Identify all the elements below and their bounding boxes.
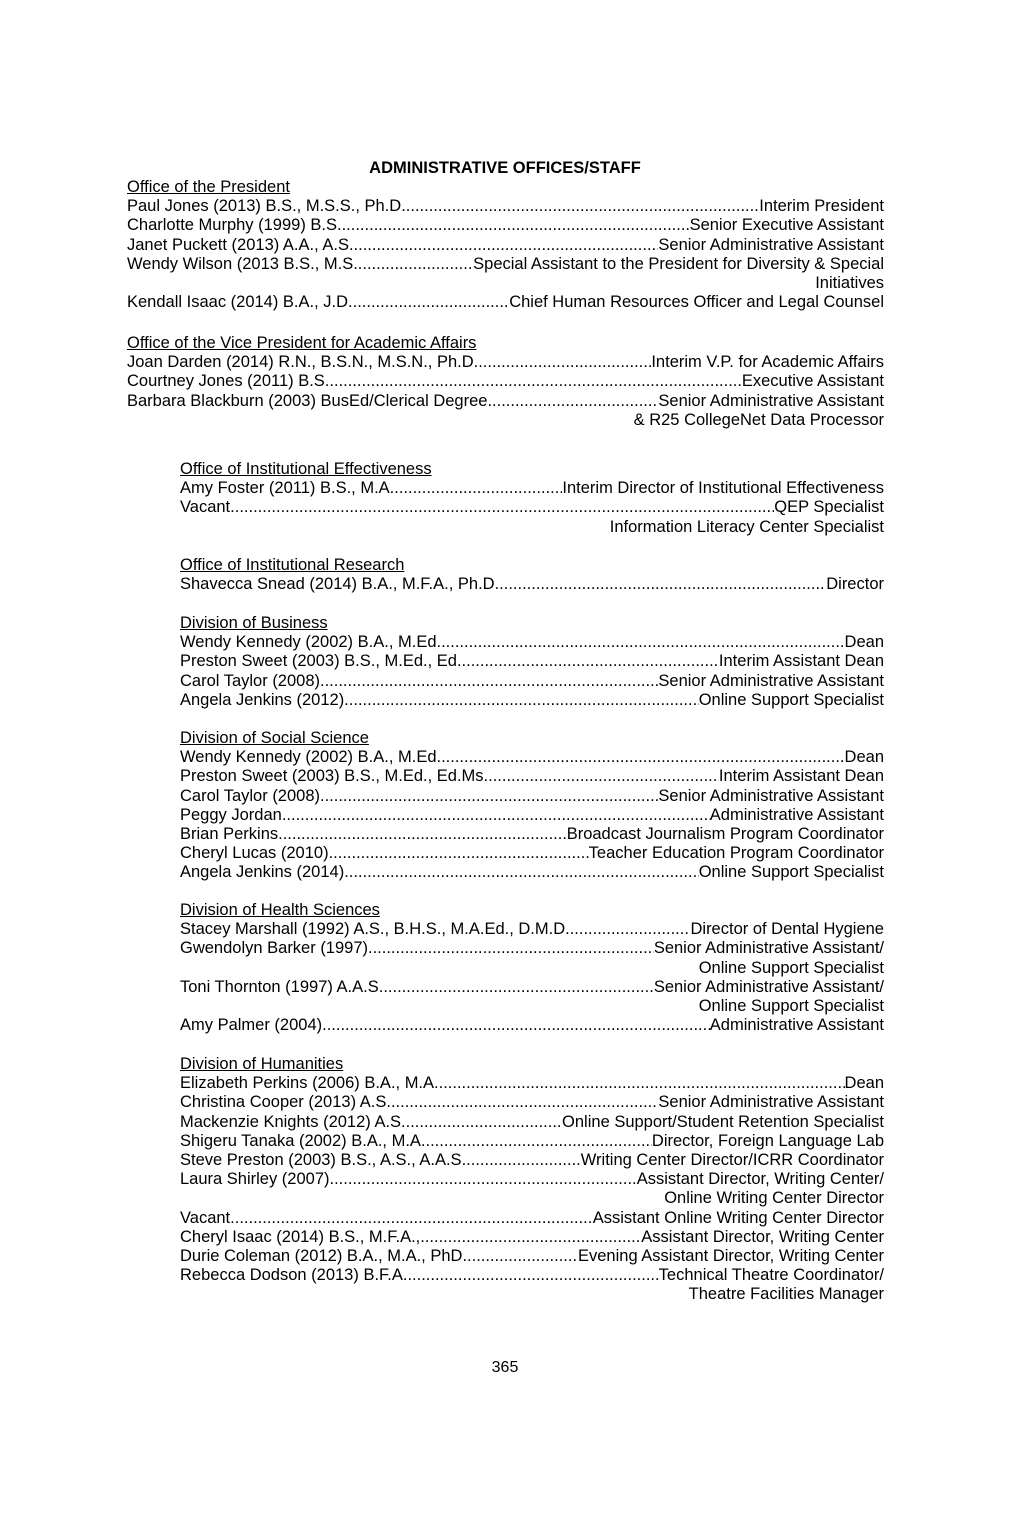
staff-name: Durie Coleman (2012) B.A., M.A., PhD.: [180, 1247, 468, 1266]
dot-leader: [408, 479, 562, 498]
staff-title: Evening Assistant Director, Writing Center: [578, 1247, 884, 1266]
dot-leader: [383, 978, 653, 997]
staff-title: Senior Administrative Assistant: [658, 786, 884, 805]
staff-entry: [180, 939, 884, 977]
staff-title: Dean: [844, 748, 884, 767]
dot-leader: [230, 498, 774, 517]
dot-leader: [325, 672, 659, 691]
dot-leader: [330, 1170, 637, 1189]
staff-title: Online Support Specialist: [698, 690, 884, 709]
staff-title: Senior Executive Assistant: [689, 216, 884, 235]
section-heading: Division of Health Sciences: [180, 901, 380, 919]
staff-title-continuation: Initiatives: [815, 274, 884, 293]
staff-title: Interim Assistant Dean: [718, 652, 884, 671]
staff-entry: [180, 844, 884, 863]
staff-title: Writing Center Director/ICRR Coordinator: [580, 1151, 884, 1170]
staff-name: Courtney Jones (2011) B.S.: [127, 372, 330, 391]
section-heading: Office of the President: [127, 178, 290, 196]
staff-name: Kendall Isaac (2014) B.A., J.D.: [127, 293, 353, 312]
staff-entry: [180, 825, 884, 844]
dot-leader: [457, 652, 719, 671]
staff-title-continuation: Online Support Specialist: [698, 958, 884, 977]
staff-title: Director of Dental Hygiene: [690, 920, 884, 939]
staff-name: Wendy Kennedy (2002) B.A., M.Ed.: [180, 633, 442, 652]
staff-name: Wendy Kennedy (2002) B.A., M.Ed.: [180, 748, 442, 767]
staff-title: Dean: [844, 633, 884, 652]
staff-name: Amy Palmer (2004): [180, 1016, 323, 1035]
staff-entry: [180, 691, 884, 710]
staff-name: Rebecca Dodson (2013) B.F.A.: [180, 1266, 408, 1285]
dot-leader: [441, 633, 844, 652]
staff-title-continuation: Theatre Facilities Manager: [688, 1285, 884, 1304]
staff-title: Assistant Director, Writing Center: [641, 1227, 884, 1246]
staff-title-continuation: Online Writing Center Director: [664, 1189, 884, 1208]
staff-name: Cheryl Isaac (2014) B.S., M.F.A.,: [180, 1227, 421, 1246]
staff-entry: [180, 652, 884, 671]
dot-leader: [401, 1113, 562, 1132]
section: [180, 901, 884, 1035]
staff-entry: [180, 748, 884, 767]
staff-entry: [127, 372, 884, 391]
staff-name: Cheryl Lucas (2010): [180, 844, 329, 863]
staff-title-continuation: & R25 CollegeNet Data Processor: [633, 410, 884, 429]
staff-title: Director: [826, 575, 884, 594]
staff-entry: [180, 1016, 884, 1035]
section-heading: Division of Social Science: [180, 729, 369, 747]
dot-leader: [344, 863, 699, 882]
staff-title: Senior Administrative Assistant: [658, 391, 884, 410]
staff-title: Assistant Director, Writing Center/: [636, 1170, 884, 1189]
staff-title: Online Support/Student Retention Specialist: [562, 1112, 884, 1131]
staff-name: Preston Sweet (2003) B.S., M.Ed., Ed.Ms.: [180, 767, 489, 786]
staff-entry: [180, 1247, 884, 1266]
section: [180, 556, 884, 594]
section: [180, 460, 884, 537]
dot-leader: [406, 197, 759, 216]
staff-name: Toni Thornton (1997) A.A.S.: [180, 977, 384, 996]
section-heading: Division of Humanities: [180, 1055, 344, 1073]
section: [180, 1055, 884, 1305]
staff-entry: [180, 1093, 884, 1112]
staff-entry: [180, 633, 884, 652]
dot-leader: [329, 372, 741, 391]
staff-name: Paul Jones (2013) B.S., M.S.S., Ph.D.: [127, 197, 406, 216]
dot-leader: [439, 1074, 845, 1093]
section-heading: Office of Institutional Effectiveness: [180, 460, 432, 478]
dot-leader: [570, 920, 691, 939]
dot-leader: [353, 293, 510, 312]
dot-leader: [426, 1132, 652, 1151]
dot-leader: [466, 1151, 581, 1170]
dot-leader: [358, 255, 473, 274]
staff-entry: [127, 255, 884, 293]
page-title: ADMINISTRATIVE OFFICES/STAFF: [369, 159, 641, 177]
dot-leader: [508, 575, 826, 594]
staff-title: Administrative Assistant: [709, 1016, 884, 1035]
dot-leader: [487, 392, 658, 411]
staff-title: Interim President: [759, 197, 884, 216]
dot-leader: [349, 691, 699, 710]
section: [180, 729, 884, 883]
staff-entry: [180, 1266, 884, 1304]
staff-name: Elizabeth Perkins (2006) B.A., M.A.: [180, 1074, 439, 1093]
staff-entry: [180, 863, 884, 882]
staff-name: Amy Foster (2011) B.S., M.A....: [180, 479, 409, 498]
page-number: 365: [491, 1359, 519, 1376]
dot-leader: [325, 787, 659, 806]
staff-name: Angela Jenkins (2014): [180, 863, 345, 882]
staff-title: Senior Administrative Assistant/: [653, 939, 884, 958]
dot-leader: [354, 236, 659, 255]
dot-leader: [368, 939, 654, 958]
staff-title: Interim Director of Institutional Effectiveness: [562, 479, 884, 498]
staff-title: Senior Administrative Assistant/: [653, 977, 884, 996]
staff-title: Online Support Specialist: [698, 863, 884, 882]
section-heading: Office of Institutional Research: [180, 556, 405, 574]
staff-entry: [180, 1132, 884, 1151]
staff-title: Administrative Assistant: [709, 805, 884, 824]
staff-entry: [127, 216, 884, 235]
staff-name: Joan Darden (2014) R.N., B.S.N., M.S.N., Ph.D.: [127, 353, 479, 372]
staff-title: Dean: [844, 1074, 884, 1093]
staff-title: Assistant Online Writing Center Director: [592, 1208, 884, 1227]
dot-leader: [230, 1209, 593, 1228]
dot-leader: [478, 353, 651, 372]
staff-name: Vacant: [180, 498, 231, 517]
staff-name: Carol Taylor (2008).: [180, 671, 325, 690]
staff-name: Peggy Jordan: [180, 805, 282, 824]
staff-title-continuation: Information Literacy Center Specialist: [609, 517, 884, 536]
staff-title: Senior Administrative Assistant: [658, 1093, 884, 1112]
staff-title: Executive Assistant: [741, 372, 884, 391]
dot-leader: [322, 1016, 710, 1035]
staff-name: Charlotte Murphy (1999) B.S: [127, 216, 338, 235]
dot-leader: [278, 825, 567, 844]
staff-entry: [127, 236, 884, 255]
staff-name: Steve Preston (2003) B.S., A.S., A.A.S.: [180, 1151, 467, 1170]
staff-title-continuation: Online Support Specialist: [698, 997, 884, 1016]
staff-name: Barbara Blackburn (2003) BusEd/Clerical Degree: [127, 391, 488, 410]
section: [127, 334, 884, 430]
staff-title: Chief Human Resources Officer and Legal Counsel: [509, 293, 884, 312]
staff-name: Carol Taylor (2008).: [180, 786, 325, 805]
staff-entry: [180, 978, 884, 1016]
staff-name: Brian Perkins: [180, 825, 279, 844]
staff-entry: [180, 1170, 884, 1208]
staff-entry: [127, 392, 884, 430]
staff-name: Janet Puckett (2013) A.A., A.S.: [127, 235, 354, 254]
staff-entry: [180, 1228, 884, 1247]
staff-entry: [127, 293, 884, 312]
staff-entry: [180, 575, 884, 594]
staff-title: Broadcast Journalism Program Coordinator: [566, 825, 884, 844]
staff-entry: [180, 787, 884, 806]
staff-name: Shigeru Tanaka (2002) B.A., M.A.: [180, 1131, 426, 1150]
staff-entry: [180, 672, 884, 691]
staff-name: Laura Shirley (2007): [180, 1170, 330, 1189]
staff-entry: [127, 353, 884, 372]
staff-entry: [180, 1074, 884, 1093]
staff-title: Interim Assistant Dean: [718, 767, 884, 786]
section: [127, 178, 884, 312]
dot-leader: [337, 216, 690, 235]
staff-title: Teacher Education Program Coordinator: [588, 844, 884, 863]
staff-entry: [180, 1113, 884, 1132]
staff-name: Shavecca Snead (2014) B.A., M.F.A., Ph.D...: [180, 575, 509, 594]
staff-name: Preston Sweet (2003) B.S., M.Ed., Ed: [180, 652, 457, 671]
dot-leader: [420, 1228, 641, 1247]
staff-title: Interim V.P. for Academic Affairs: [651, 353, 884, 372]
dot-leader: [329, 844, 589, 863]
dot-leader: [282, 806, 710, 825]
staff-name: Wendy Wilson (2013 B.S., M.S.: [127, 254, 358, 273]
staff-title: QEP Specialist: [774, 498, 884, 517]
staff-name: Angela Jenkins (2012).: [180, 690, 349, 709]
staff-name: Stacey Marshall (1992) A.S., B.H.S., M.A.Ed., D.M.D.: [180, 920, 570, 939]
staff-title: Director, Foreign Language Lab: [651, 1131, 884, 1150]
staff-entry: [180, 920, 884, 939]
section-heading: Office of the Vice President for Academic Affairs: [127, 334, 477, 352]
dot-leader: [441, 748, 844, 767]
staff-name: Vacant: [180, 1208, 231, 1227]
staff-entry: [180, 498, 884, 536]
staff-entry: [180, 1209, 884, 1228]
staff-name: Christina Cooper (2013) A.S.: [180, 1093, 391, 1112]
staff-title: Senior Administrative Assistant: [658, 235, 884, 254]
dot-leader: [407, 1266, 658, 1285]
staff-entry: [180, 767, 884, 786]
staff-title: Technical Theatre Coordinator/: [658, 1266, 884, 1285]
staff-title: Special Assistant to the President for Diversity & Special: [473, 254, 884, 273]
section: [180, 614, 884, 710]
staff-entry: [180, 479, 884, 498]
section-heading: Division of Business: [180, 614, 328, 632]
staff-entry: [127, 197, 884, 216]
staff-entry: [180, 806, 884, 825]
staff-title: Senior Administrative Assistant: [658, 671, 884, 690]
staff-name: Mackenzie Knights (2012) A.S: [180, 1112, 402, 1131]
dot-leader: [391, 1093, 658, 1112]
dot-leader: [488, 767, 719, 786]
dot-leader: [467, 1247, 578, 1266]
staff-entry: [180, 1151, 884, 1170]
staff-name: Gwendolyn Barker (1997): [180, 939, 369, 958]
